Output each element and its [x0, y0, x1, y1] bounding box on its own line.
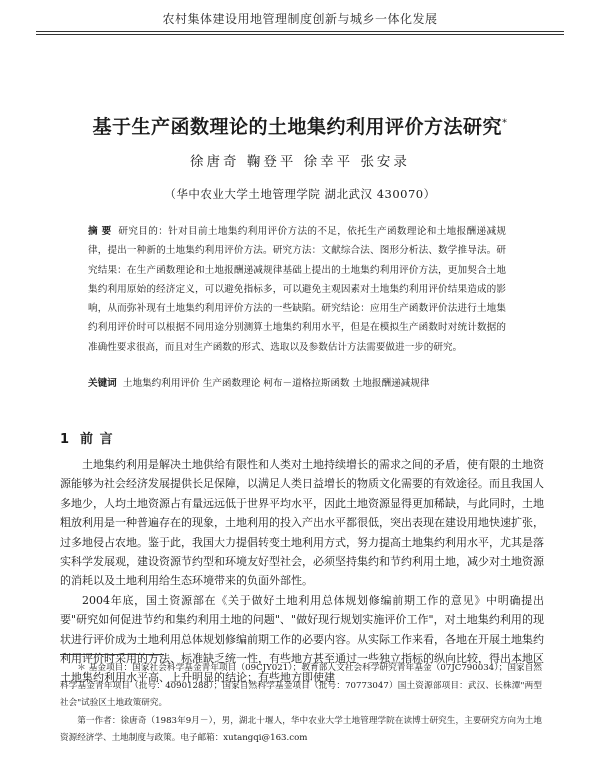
body-text [60, 455, 544, 688]
author-name: 张安录 [360, 154, 410, 170]
abstract-text: 研究目的：针对目前土地集约利用评价方法的不足，依托生产函数理论和土地报酬递减规律，提出一种新的土地集约利用评价方法。研究方法：文献综合法、图形分析法、数学推导法。研究结果：在生产函数理论和土地报酬递减规律基础上提出的土地集约利用评价方法，更加契合土地集约利用原始的经济定义，可以避免指标多，可以避免主观因素对土地集约利用评价结果造成的影响，从而弥补现有土地集约利用评价方法的一些缺陷。研究结论：应用生产函数评价法进行土地集约利用评价时可以根据不同用途分别测算土地集约利用水平，但是在模拟生产函数时对统计数据的准确性要求很高，而且对生产函数的形式、选取以及参数估计方法需要做进一步的研究。 [88, 226, 506, 353]
header-rule-thin [36, 34, 564, 35]
section-title: 前 言 [80, 432, 114, 447]
running-header: 农村集体建设用地管理制度创新与城乡一体化发展 [162, 12, 438, 26]
body-paragraph: 土地集约利用是解决土地供给有限性和人类对土地持续增长的需求之间的矛盾，使有限的土地资源能够为社会经济发展提供长足保障，以满足人类日益增长的物质文化需要的有效途径。而且我国人多地少，人均土地资源占有量远远低于世界平均水平，因此土地资源显得更加稀缺，与此同时，土地粗放利用是一种普遍存在的现象，土地利用的投入产出水平都很低，突出表现在建设用地快速扩张，过多地侵占农地。鉴于此，我国大力提倡转变土地利用方式，努力提高土地集约利用水平，尤其是落实科学发展观，建设资源节约型和环境友好型社会，必须坚持集约和节约利用土地，减少对土地资源的消耗以及土地利用给生态环境带来的负面外部性。 [60, 458, 544, 588]
keywords-text: 土地集约利用评价 生产函数理论 柯布－道格拉斯函数 土地报酬递减规律 [122, 378, 430, 389]
footnote-rule [60, 654, 164, 655]
footnotes [60, 660, 542, 748]
title-text: 基于生产函数理论的土地集约利用评价方法研究 [92, 116, 502, 138]
affiliation: （华中农业大学土地管理学院 湖北武汉 430070） [164, 187, 436, 201]
keywords-label: 关键词 [88, 378, 117, 389]
author-name: 徐唐奇 [190, 154, 240, 170]
footnote-author: 第一作者：徐唐奇（1983年9月－），男，湖北十堰人，华中农业大学土地管理学院在读博士研究生，主要研究方向为土地资源经济学、土地制度与政策。电子邮箱：xutangqi@163.com [60, 715, 542, 744]
section-number: 1 [60, 432, 71, 447]
abstract [88, 222, 506, 357]
author-list [40, 150, 560, 170]
title-footnote-mark: * [502, 117, 508, 129]
body-paragraph: 2004年底，国土资源部在《关于做好土地利用总体规划修编前期工作的意见》中明确提出要"研究如何促进节约和集约利用土地的问题"、"做好现行规划实施评价工作"，对土地集约利用的现状进行评价成为土地利用总体规划修编前期工作的必要内容。从实际工作来看，各地在开展土地集约利用评价时采用的方法、标准缺乏统一性，有些地方甚至通过一些独立指标的纵向比较，得出本地区土地集约利用水平高、上升明显的结论；有些地方即使建 [60, 593, 544, 685]
footnote-funding: ＊ 基金项目：国家社会科学基金青年项目（09CJY021）；教育部人文社会科学研究青年基金（07JC790034）；国家自然科学基金青年项目（批号：40901288）；国家自然科学基金项目（批号：70773047）国土资源部项目：武汉、长株潭"两型社会"试验区土地政策研究。 [60, 663, 542, 709]
keywords [88, 374, 540, 393]
header-rule [36, 31, 564, 32]
author-name: 徐幸平 [303, 154, 354, 170]
section-heading [60, 428, 114, 447]
author-name: 鞠登平 [246, 154, 297, 170]
paper-title [30, 112, 570, 139]
abstract-label: 摘 要 [88, 226, 112, 237]
